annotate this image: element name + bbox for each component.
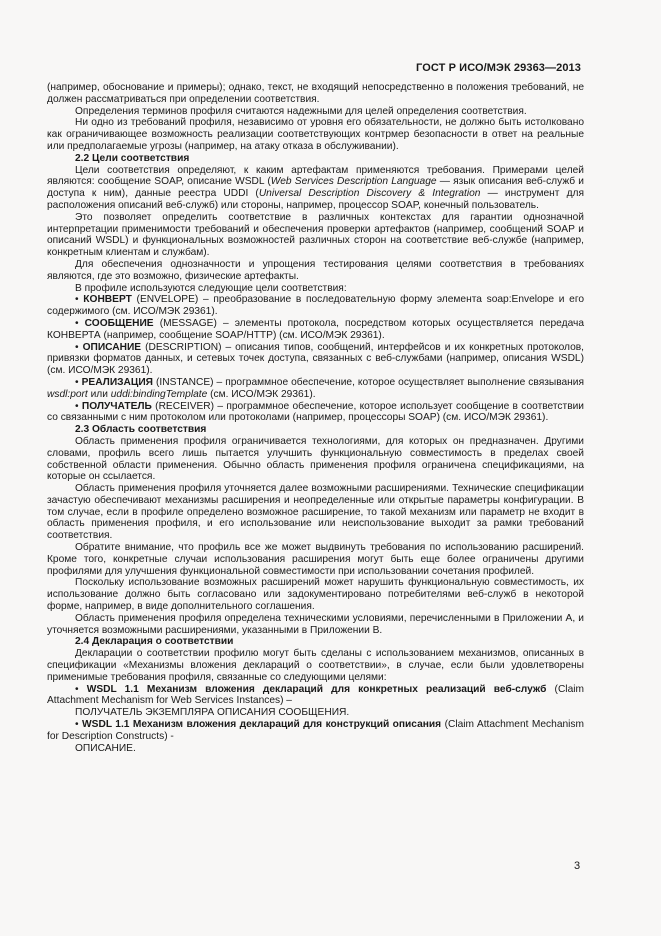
- paragraph: (например, обоснование и примеры); однако, текст, не входящий непосредственно в положения требований, не должен рассматриваться при определении соответствия.: [47, 82, 584, 105]
- bullet-icon: •: [75, 683, 79, 695]
- text-run: Цели соответствия определяют, к каким артефактам применяются требования. Примерами целей являются: сообщение SOAP, описание WSDL (: [47, 164, 584, 188]
- page-number: 3: [574, 860, 581, 872]
- paragraph: Область применения профиля уточняется далее возможными расширениями. Технические спецификации зачастую обеспечивают механизмы расширения и неопределенные или открытые параметры конфигурации. В том случае, если в профиле определено возможное расширение, то такой механизм или параметр не входит в область применения профиля, и его использование или неиспользование выходит за рамки требований соответствия.: [47, 483, 584, 542]
- list-item: [47, 684, 584, 708]
- list-item: [47, 377, 584, 401]
- italic-term: Universal Description Discovery & Integration: [258, 188, 481, 200]
- bold-term: ПОЛУЧАТЕЛЬ: [81, 400, 152, 412]
- paragraph: Обратите внимание, что профиль все же может выдвинуть требования по использованию расширений. Кроме того, конкретные случаи использования расширения могут быть еще более ограничены другими профилями для улучшения функциональной совместимости при использовании сочетания профилей.: [47, 542, 584, 577]
- paragraph: [47, 165, 584, 212]
- text-run: (см. ИСО/МЭК 29361).: [207, 388, 316, 400]
- paragraph: Ни одно из требований профиля, независимо от уровня его обязательности, не должно быть истолковано как ограничивающее возможность реализации соответствующих контрмер безопасности в ответ на реальные или предполагаемые угрозы (например, на атаку отказа в обслуживании).: [47, 117, 584, 152]
- italic-term: Web Services Description Language: [270, 176, 437, 188]
- bullet-icon: •: [75, 341, 79, 353]
- bullet-icon: •: [75, 719, 79, 731]
- paragraph: Декларации о соответствии профилю могут быть сделаны с использованием механизмов, описанных в спецификации «Механизмы вложения деклараций о соответствии», в случае, если были удовлетворены применимые требования профиля, связанные со следующими целями:: [47, 648, 584, 683]
- text-run: или: [87, 388, 111, 400]
- paragraph: В профиле используются следующие цели соответствия:: [75, 282, 347, 294]
- paragraph: Это позволяет определить соответствие в различных контекстах для гарантии однозначной интерпретации применимости требований и обеспечения проверки артефактов (например, сообщений SOAP и описаний WSDL) и функциональных возможностей различных сторон на соответствие веб-службе (например, конкретным клиентам и службам).: [47, 211, 584, 259]
- bullet-icon: •: [75, 376, 79, 388]
- bold-term: WSDL 1.1 Механизм вложения деклараций для конкретных реализаций веб-служб: [86, 683, 547, 695]
- section-heading-2-2: 2.2 Цели соответствия: [75, 152, 190, 164]
- paragraph: ПОЛУЧАТЕЛЬ ЭКЗЕМПЛЯРА ОПИСАНИЯ СООБЩЕНИЯ.: [75, 707, 350, 719]
- text-run: (Claim Attachment Mechanism for Web Services Instances) –: [47, 683, 584, 707]
- text-run: (DESCRIPTION) – описания типов, сообщений, интерфейсов и их конкретных протоколов, привязки форматов данных, и сетевых точек доступа, связанных с веб-службами (например, описания WSDL) (см. ИСО/МЭК 29361).: [47, 341, 584, 377]
- italic-term: uddi:bindingTemplate: [110, 388, 208, 400]
- text-run: — инструмент для расположения описаний веб-служб) или стороны, например, процессор SOAP, конечный пользователь.: [47, 188, 585, 211]
- list-item: [47, 318, 584, 342]
- text-run: (INSTANCE) – программное обеспечение, которое осуществляет выполнение связывания: [152, 376, 584, 388]
- paragraph: Определения терминов профиля считаются надежными для целей определения соответствия.: [75, 105, 527, 117]
- document-body: [47, 82, 584, 754]
- list-item: [47, 342, 584, 377]
- italic-term: wsdl:port: [47, 388, 88, 400]
- standard-header: ГОСТ Р ИСО/МЭК 29363—2013: [416, 62, 581, 74]
- list-item: [47, 294, 584, 318]
- list-item: [47, 719, 584, 743]
- text-run: (Claim Attachment Mechanism for Description Constructs) -: [47, 719, 584, 742]
- paragraph: ОПИСАНИЕ.: [75, 742, 136, 754]
- bold-term: КОНВЕРТ: [83, 294, 132, 306]
- text-run: (ENVELOPE) – преобразование в последовательную форму элемента soap:Envelope и его содержимого (см. ИСО/МЭК 29361).: [47, 294, 584, 318]
- bullet-icon: •: [75, 400, 79, 412]
- text-run: (MESSAGE) – элементы протокола, посредством которых осуществляется передача КОНВЕРТА (например, сообщение SOAP/HTTP) (см. ИСО/МЭК 29361).: [47, 317, 584, 341]
- bullet-icon: •: [75, 317, 79, 329]
- text-run: — язык описания веб-служб и доступа к ним), данные реестра UDDI (: [47, 176, 584, 200]
- section-heading-2-3: 2.3 Область соответствия: [75, 424, 207, 436]
- bold-term: ОПИСАНИЕ: [82, 341, 142, 353]
- bold-term: WSDL 1.1 Механизм вложения деклараций для конструкций описания: [82, 719, 442, 731]
- paragraph: Поскольку использование возможных расширений может нарушить функциональную совместимость, их использование должно быть согласовано или задокументировано потребителями веб-служб в некоторой форме, например, в виде дополнительного соглашения.: [47, 577, 584, 613]
- bold-term: СООБЩЕНИЕ: [84, 317, 154, 329]
- list-item: [47, 401, 584, 425]
- paragraph: Область применения профиля ограничивается технологиями, для которых он предназначен. Другими словами, профиль всего лишь пытается улучшить функциональную совместимость в пределах своей собственной области применения. Обычно область применения профиля ограничена спецификациями, на которые он ссылается.: [47, 435, 584, 483]
- section-heading-2-4: 2.4 Декларация о соответствии: [75, 636, 234, 648]
- paragraph: Для обеспечения однозначности и упрощения тестирования целями соответствия в требованиях являются, где это возможно, физические артефакты.: [47, 258, 584, 282]
- paragraph: Область применения профиля определена техническими условиями, перечисленными в Приложении А, и уточняется возможными расширениями, указанными в Приложении В.: [47, 612, 584, 636]
- bold-term: РЕАЛИЗАЦИЯ: [81, 376, 153, 388]
- text-run: (RECEIVER) – программное обеспечение, которое использует сообщение в соответствии со связанными с ним протоколом или протоколами (например, процессоры SOAP) (см. ИСО/МЭК 29361).: [47, 400, 584, 424]
- bullet-icon: •: [75, 294, 79, 306]
